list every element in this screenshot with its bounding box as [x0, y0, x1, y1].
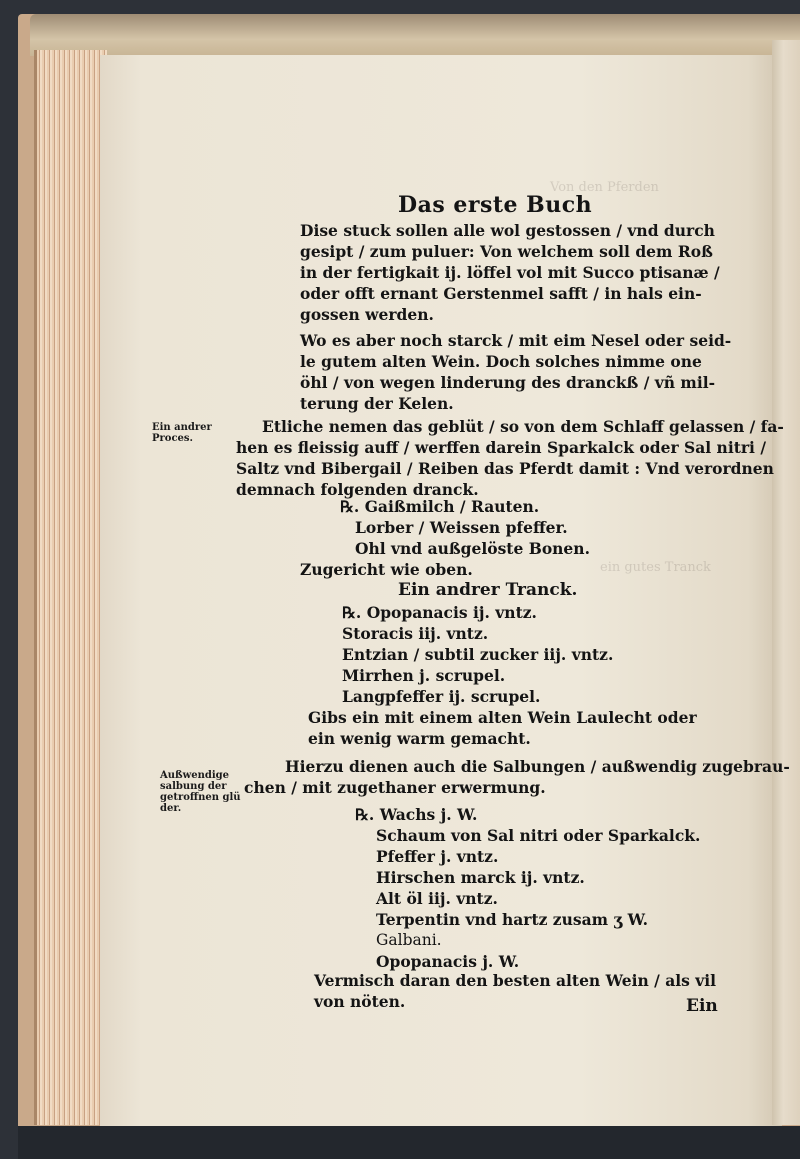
recipe-3-line: Galbani.: [376, 931, 442, 949]
paragraph-2-line: öhl / von wegen linderung des dranckß / vñ mil-: [300, 373, 716, 392]
paragraph-4-line: Hierzu dienen auch die Salbungen / außwendig zugebrau-: [285, 757, 790, 776]
margin-note-line: getroffnen glü: [160, 792, 241, 803]
section-heading: Ein andrer Tranck.: [398, 580, 578, 600]
margin-note-line: Ein andrer: [152, 422, 212, 433]
page-edges: [34, 50, 107, 1125]
margin-note-2: [160, 770, 241, 814]
paragraph-4-line: chen / mit zugethaner erwermung.: [244, 778, 546, 797]
recipe-3-line: Opopanacis j. W.: [376, 952, 520, 971]
paragraph-2-line: le gutem alten Wein. Doch solches nimme one: [300, 352, 702, 371]
paragraph-1-line: oder offt ernant Gerstenmel safft / in hals ein-: [300, 284, 702, 303]
paragraph-3-line: hen es fleissig auff / werffen darein Sparkalck oder Sal nitri /: [236, 438, 766, 457]
paragraph-1-line: in der fertigkait ij. löffel vol mit Succo ptisanæ /: [300, 263, 720, 282]
recipe-2-closing: Gibs ein mit einem alten Wein Laulecht oder: [308, 708, 697, 727]
recipe-3-line: Terpentin vnd hartz zusam ʒ W.: [376, 910, 649, 929]
bleed-through: Von den Pferden: [550, 180, 659, 195]
bleed-through: ein gutes Tranck: [600, 560, 711, 575]
background-shadow: [18, 1126, 800, 1159]
recipe-3-line: Schaum von Sal nitri oder Sparkalck.: [376, 826, 701, 845]
book-top-edge: [30, 14, 800, 56]
recipe-1-closing: Zugericht wie oben.: [300, 560, 473, 579]
closing-line: Vermisch daran den besten alten Wein / als vil: [314, 971, 717, 990]
paragraph-3-line: demnach folgenden dranck.: [236, 480, 479, 499]
recipe-1-line: Ohl vnd außgelöste Bonen.: [355, 539, 590, 558]
running-title: Das erste Buch: [398, 192, 593, 218]
recipe-2-line: Mirrhen j. scrupel.: [342, 666, 506, 685]
paragraph-1-line: gesipt / zum puluer: Von welchem soll dem Roß: [300, 242, 713, 261]
recipe-2-line: Storacis iij. vntz.: [342, 624, 489, 643]
recipe-2-line: Langpfeffer ij. scrupel.: [342, 687, 541, 706]
recipe-2-line: Entzian / subtil zucker iij. vntz.: [342, 645, 614, 664]
recipe-3-line: Alt öl iij. vntz.: [376, 889, 498, 908]
margin-note-1: [152, 422, 212, 444]
paragraph-2-line: terung der Kelen.: [300, 394, 454, 413]
paragraph-1-line: gossen werden.: [300, 305, 434, 324]
recipe-2-closing: ein wenig warm gemacht.: [308, 729, 531, 748]
closing-line: von nöten.: [314, 992, 406, 1011]
paragraph-3-line: Etliche nemen das geblüt / so von dem Schlaff gelassen / fa-: [262, 417, 784, 436]
paragraph-3-line: Saltz vnd Bibergail / Reiben das Pferdt damit : Vnd verordnen: [236, 459, 774, 478]
margin-note-line: Außwendige: [160, 770, 230, 781]
recipe-2-line: ℞. Opopanacis ij. vntz.: [342, 603, 537, 622]
recipe-1-line: ℞. Gaißmilch / Rauten.: [340, 497, 540, 516]
recipe-3-line: Pfeffer j. vntz.: [376, 847, 499, 866]
recipe-3-line: Hirschen marck ij. vntz.: [376, 868, 585, 887]
margin-note-line: der.: [160, 803, 182, 814]
catchword: Ein: [686, 996, 718, 1016]
recipe-1-line: Lorber / Weissen pfeffer.: [355, 518, 568, 537]
recipe-3-line: ℞. Wachs j. W.: [355, 805, 478, 824]
margin-note-line: salbung der: [160, 781, 227, 792]
margin-note-line: Proces.: [152, 433, 194, 444]
paragraph-2-line: Wo es aber noch starck / mit eim Nesel oder seid-: [300, 331, 732, 350]
paragraph-1-line: Dise stuck sollen alle wol gestossen / vnd durch: [300, 221, 715, 240]
facing-page-edge: [772, 40, 800, 1125]
